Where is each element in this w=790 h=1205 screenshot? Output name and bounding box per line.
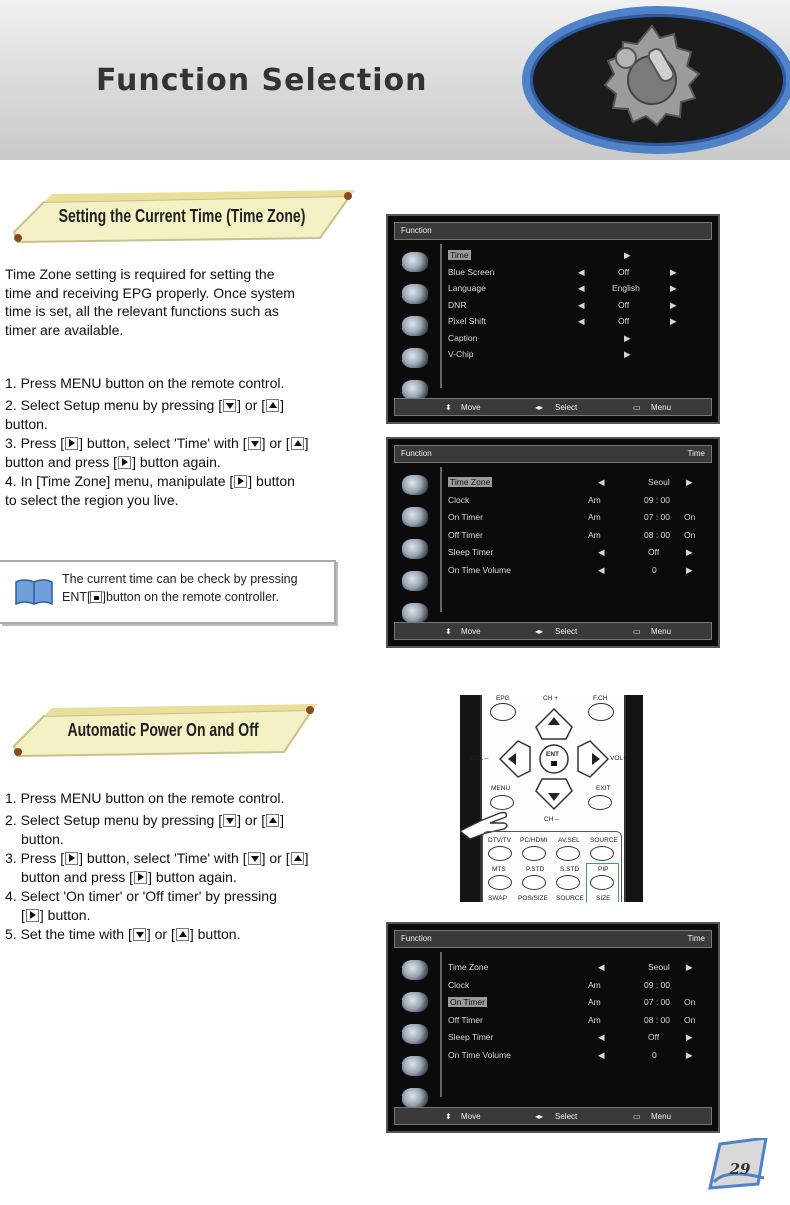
step-text: ] or [ xyxy=(261,850,290,866)
step-text: 4. In [Time Zone] menu, manipulate [ xyxy=(5,473,234,489)
osd-side-icons xyxy=(396,246,440,388)
move-icon: ⬍ xyxy=(445,403,452,412)
osd-rows xyxy=(448,248,698,364)
osd-left-arrow-icon: ◀ xyxy=(598,1049,605,1060)
osd-footer-move: Move xyxy=(461,403,481,412)
banner-title: Setting the Current Time (Time Zone) xyxy=(58,206,306,226)
osd-footer-menu: Menu xyxy=(651,627,672,636)
osd-row xyxy=(448,493,698,511)
step-text: button and press [ xyxy=(21,869,134,885)
osd-left-arrow-icon: ◀ xyxy=(598,962,605,972)
osd-menu-icon xyxy=(402,960,428,980)
note-line xyxy=(62,588,298,606)
osd-row-label: Pixel Shift xyxy=(448,316,486,326)
pc-hdmi-button xyxy=(522,846,546,861)
osd-row-value: Seoul xyxy=(648,477,670,487)
remote-label: P.STD xyxy=(526,866,545,873)
remote-label: EPG xyxy=(496,695,510,702)
steps-list xyxy=(5,789,345,944)
osd-divider xyxy=(440,244,442,388)
osd-divider xyxy=(440,952,442,1097)
osd-title-bar xyxy=(394,930,712,948)
osd-row-label: Clock xyxy=(448,979,470,990)
osd-footer xyxy=(394,1107,712,1125)
osd-row-value: English xyxy=(612,283,640,293)
osd-page-label: Time xyxy=(687,934,705,943)
osd-screen-function xyxy=(386,214,720,424)
osd-title: Function xyxy=(401,226,432,235)
osd-row-value: Am xyxy=(588,979,601,990)
osd-right-arrow-icon: ▶ xyxy=(624,250,631,260)
osd-row-extra: On xyxy=(684,1014,696,1025)
step-text: ] xyxy=(304,435,309,451)
osd-row xyxy=(448,1048,698,1066)
osd-row-label: On Timer xyxy=(450,997,485,1007)
menu-icon: ▭ xyxy=(633,1112,641,1121)
osd-menu-icon xyxy=(402,316,428,336)
remote-label: S.STD xyxy=(560,866,580,873)
intro-line: time and receiving EPG properly. Once system xyxy=(5,284,295,301)
osd-right-arrow-icon: ▶ xyxy=(670,266,677,277)
osd-row-label: V-Chip xyxy=(448,349,474,359)
osd-row xyxy=(448,281,698,298)
remote-label: PIP xyxy=(598,866,609,873)
up-arrow-icon xyxy=(266,814,279,827)
remote-label: F.CH xyxy=(593,695,608,702)
osd-row-extra: On xyxy=(684,512,696,522)
remote-control-image xyxy=(460,695,643,902)
osd-page-label: Time xyxy=(687,449,705,458)
osd-row xyxy=(448,510,698,528)
up-arrow-icon xyxy=(266,399,279,412)
osd-divider xyxy=(440,467,442,612)
osd-menu-icon xyxy=(402,380,428,400)
select-icon: ◂▸ xyxy=(535,1112,544,1121)
osd-title-bar xyxy=(394,445,712,463)
osd-row xyxy=(448,475,698,493)
osd-row-label: On Time Volume xyxy=(448,1049,511,1060)
osd-row-label: Time Zone xyxy=(450,477,491,487)
osd-menu-icon xyxy=(402,571,428,591)
osd-left-arrow-icon: ◀ xyxy=(578,299,585,310)
move-icon: ⬍ xyxy=(445,1112,452,1121)
remote-label: POS/SIZE xyxy=(518,895,548,902)
osd-menu-icon xyxy=(402,1024,428,1044)
step-3 xyxy=(5,849,345,868)
remote-label: SIZE xyxy=(596,895,611,902)
osd-menu-icon xyxy=(402,539,428,559)
osd-row-extra: On xyxy=(684,529,696,540)
note-text-part: ]button on the remote controller. xyxy=(102,590,279,604)
osd-right-arrow-icon: ▶ xyxy=(624,332,631,343)
osd-row-extra: On xyxy=(684,997,696,1007)
osd-row xyxy=(448,995,698,1013)
remote-label: EXIT xyxy=(596,785,611,792)
step-text: 2. Select Setup menu by pressing [ xyxy=(5,397,223,413)
down-arrow-icon xyxy=(223,814,236,827)
step-text: ] button again. xyxy=(132,454,221,470)
remote-label: VOL – xyxy=(470,755,489,762)
gear-icon xyxy=(592,18,712,138)
remote-label: SWAP xyxy=(488,895,507,902)
up-arrow-icon xyxy=(291,852,304,865)
osd-menu-icon xyxy=(402,284,428,304)
osd-footer-move: Move xyxy=(461,1112,481,1121)
osd-right-arrow-icon: ▶ xyxy=(686,1032,693,1042)
step-text: ] button again. xyxy=(148,869,237,885)
osd-menu-icon xyxy=(402,1056,428,1076)
step-text: 2. Select Setup menu by pressing [ xyxy=(5,812,223,828)
menu-icon: ▭ xyxy=(633,627,641,636)
osd-right-arrow-icon: ▶ xyxy=(686,477,693,487)
right-arrow-icon xyxy=(234,475,247,488)
steps-list xyxy=(5,374,345,510)
osd-rows xyxy=(448,475,698,580)
osd-row-label: On Timer xyxy=(448,512,483,522)
osd-row-label: Time Zone xyxy=(448,962,489,972)
osd-row-time: 09 : 00 xyxy=(644,494,670,505)
intro-paragraph xyxy=(5,265,345,339)
osd-left-arrow-icon: ◀ xyxy=(598,564,605,575)
osd-left-arrow-icon: ◀ xyxy=(578,266,585,277)
ent-label: ENT xyxy=(546,751,559,758)
osd-row xyxy=(448,265,698,282)
osd-row-value: Off xyxy=(618,316,630,326)
select-icon: ◂▸ xyxy=(535,403,544,412)
osd-title: Function xyxy=(401,449,432,458)
source-button xyxy=(590,846,614,861)
step-text: ] or [ xyxy=(237,812,266,828)
note-line: The current time can be check by pressing xyxy=(62,572,298,586)
osd-menu-icon xyxy=(402,252,428,272)
intro-line: Time Zone setting is required for setting the xyxy=(5,266,275,282)
osd-left-arrow-icon: ◀ xyxy=(598,477,605,487)
step-1: 1. Press MENU button on the remote control. xyxy=(5,790,285,806)
osd-footer xyxy=(394,622,712,640)
osd-row-label: Blue Screen xyxy=(448,266,495,277)
remote-label: DTV/TV xyxy=(488,837,512,844)
right-arrow-icon xyxy=(26,909,39,922)
osd-right-arrow-icon: ▶ xyxy=(686,962,693,972)
right-arrow-icon xyxy=(118,456,131,469)
intro-line: time is set, all the relevant functions such as xyxy=(5,303,279,319)
remote-label: SOURCE xyxy=(556,895,584,902)
step-text: ] button, select 'Time' with [ xyxy=(79,435,247,451)
page-title: Function Selection xyxy=(96,63,428,98)
osd-menu-icon xyxy=(402,475,428,495)
step-3-cont xyxy=(5,453,345,472)
down-arrow-icon xyxy=(133,928,146,941)
section-banner-auto-power xyxy=(8,702,318,764)
down-arrow-icon xyxy=(248,852,261,865)
osd-row-value: Am xyxy=(588,1014,601,1025)
note-text-part: ENT[ xyxy=(62,590,91,604)
osd-row xyxy=(448,1013,698,1031)
osd-row-time: 08 : 00 xyxy=(644,1014,670,1025)
osd-menu-icon xyxy=(402,348,428,368)
osd-menu-icon xyxy=(402,1088,428,1108)
osd-row-value: Off xyxy=(618,266,630,277)
step-text: ] xyxy=(280,397,285,413)
osd-right-arrow-icon: ▶ xyxy=(686,564,693,575)
select-icon: ◂▸ xyxy=(535,627,544,636)
step-text: ] xyxy=(304,850,309,866)
remote-label: AV.SEL xyxy=(558,837,580,844)
right-arrow-icon xyxy=(65,852,78,865)
right-arrow-icon xyxy=(134,871,147,884)
step-text: ] button. xyxy=(39,907,91,923)
osd-row xyxy=(448,331,698,348)
step-text: ] button xyxy=(248,473,295,489)
osd-left-arrow-icon: ◀ xyxy=(598,1032,605,1042)
remote-label: MTS xyxy=(492,866,506,873)
osd-row-label: Language xyxy=(448,283,486,293)
osd-footer-select: Select xyxy=(555,627,578,636)
osd-title-bar xyxy=(394,222,712,240)
step-text: 5. Set the time with [ xyxy=(5,926,132,942)
osd-menu-icon xyxy=(402,507,428,527)
osd-right-arrow-icon: ▶ xyxy=(670,299,677,310)
step-2-cont: button. xyxy=(5,416,48,432)
step-4-cont: to select the region you live. xyxy=(5,492,179,508)
menu-icon: ▭ xyxy=(633,403,641,412)
osd-left-arrow-icon: ◀ xyxy=(598,547,605,557)
osd-footer xyxy=(394,398,712,416)
osd-footer-menu: Menu xyxy=(651,403,672,412)
remote-label: CH + xyxy=(543,695,558,702)
osd-footer-menu: Menu xyxy=(651,1112,672,1121)
osd-footer-select: Select xyxy=(555,1112,578,1121)
note-text xyxy=(62,570,298,606)
osd-row-time: 09 : 00 xyxy=(644,979,670,990)
step-text: 3. Press [ xyxy=(5,435,65,451)
step-5 xyxy=(5,925,345,944)
osd-rows xyxy=(448,960,698,1065)
book-icon xyxy=(14,576,54,606)
osd-footer-move: Move xyxy=(461,627,481,636)
osd-screen-time xyxy=(386,437,720,648)
up-arrow-icon xyxy=(176,928,189,941)
osd-row-label: Off Timer xyxy=(448,1014,483,1025)
step-4-cont xyxy=(5,906,345,925)
osd-screen-time-on-timer xyxy=(386,922,720,1133)
p-std-button xyxy=(522,875,546,890)
osd-row-value: Am xyxy=(588,997,601,1007)
osd-row xyxy=(448,314,698,331)
ent-button-icon xyxy=(90,591,102,603)
osd-footer-select: Select xyxy=(555,403,578,412)
osd-menu-icon xyxy=(402,992,428,1012)
step-2 xyxy=(5,396,345,415)
step-3 xyxy=(5,434,345,453)
intro-line: timer are available. xyxy=(5,321,124,338)
osd-title: Function xyxy=(401,934,432,943)
osd-row-value: Am xyxy=(588,529,601,540)
step-text: ] or [ xyxy=(261,435,290,451)
right-arrow-icon xyxy=(65,437,78,450)
osd-row-value: Off xyxy=(648,1032,660,1042)
osd-row-label: Clock xyxy=(448,494,470,505)
osd-row-value: Am xyxy=(588,494,601,505)
step-2 xyxy=(5,811,345,830)
page-number: 29 xyxy=(729,1160,751,1178)
osd-side-icons xyxy=(396,954,440,1097)
step-text: ] or [ xyxy=(237,397,266,413)
step-text: ] button, select 'Time' with [ xyxy=(79,850,247,866)
osd-row-label: Sleep Timer xyxy=(448,547,494,557)
remote-label: PC/HDMI xyxy=(520,837,548,844)
osd-row xyxy=(448,960,698,978)
osd-row xyxy=(448,298,698,315)
dtv-tv-button xyxy=(488,846,512,861)
step-4: 4. Select 'On timer' or 'Off timer' by pressing xyxy=(5,888,277,904)
osd-row-label: Off Timer xyxy=(448,529,483,540)
av-sel-button xyxy=(556,846,580,861)
osd-row xyxy=(448,978,698,996)
osd-row xyxy=(448,563,698,581)
osd-row-time: 07 : 00 xyxy=(644,997,670,1007)
osd-row xyxy=(448,1030,698,1048)
osd-row xyxy=(448,545,698,563)
osd-right-arrow-icon: ▶ xyxy=(670,316,677,326)
osd-left-arrow-icon: ◀ xyxy=(578,316,585,326)
up-arrow-icon xyxy=(291,437,304,450)
osd-row-label: Sleep Timer xyxy=(448,1032,494,1042)
banner-title: Automatic Power On and Off xyxy=(67,720,259,740)
osd-row-value: 0 xyxy=(652,1049,657,1060)
osd-row-time: 08 : 00 xyxy=(644,529,670,540)
remote-label: MENU xyxy=(491,785,511,792)
step-text: [ xyxy=(21,907,25,923)
step-text: 3. Press [ xyxy=(5,850,65,866)
osd-right-arrow-icon: ▶ xyxy=(624,349,631,359)
osd-row-value: Seoul xyxy=(648,962,670,972)
mts-button xyxy=(488,875,512,890)
step-4 xyxy=(5,472,345,491)
s-std-button xyxy=(556,875,580,890)
osd-row-value: 0 xyxy=(652,564,657,575)
osd-row xyxy=(448,248,698,265)
osd-row-label: Caption xyxy=(448,332,478,343)
osd-row-label: On Time Volume xyxy=(448,564,511,575)
pip-button xyxy=(590,875,614,890)
osd-row-value: Am xyxy=(588,512,601,522)
osd-row-label: DNR xyxy=(448,299,467,310)
step-text: ] or [ xyxy=(146,926,175,942)
step-text: ] button. xyxy=(189,926,241,942)
osd-row-value: Off xyxy=(648,547,660,557)
down-arrow-icon xyxy=(248,437,261,450)
remote-label: CH – xyxy=(544,816,559,823)
down-arrow-icon xyxy=(223,399,236,412)
osd-right-arrow-icon: ▶ xyxy=(686,547,693,557)
move-icon: ⬍ xyxy=(445,627,452,636)
osd-row-value: Off xyxy=(618,299,630,310)
section-banner-time-zone xyxy=(8,188,356,250)
osd-right-arrow-icon: ▶ xyxy=(686,1049,693,1060)
osd-row-label: Time xyxy=(450,250,469,260)
osd-side-icons xyxy=(396,469,440,612)
osd-left-arrow-icon: ◀ xyxy=(578,283,585,293)
note-box xyxy=(0,560,336,624)
osd-right-arrow-icon: ▶ xyxy=(670,283,677,293)
remote-label: SOURCE xyxy=(590,837,618,844)
step-text: button and press [ xyxy=(5,454,118,470)
step-text: ] xyxy=(280,812,285,828)
step-2-cont: button. xyxy=(21,831,64,847)
step-1: 1. Press MENU button on the remote control. xyxy=(5,375,285,391)
osd-row xyxy=(448,347,698,364)
step-3-cont xyxy=(5,868,345,887)
exit-button xyxy=(588,795,612,810)
osd-row-time: 07 : 00 xyxy=(644,512,670,522)
osd-menu-icon xyxy=(402,603,428,623)
remote-label: VOL+ xyxy=(610,755,627,762)
osd-row xyxy=(448,528,698,546)
